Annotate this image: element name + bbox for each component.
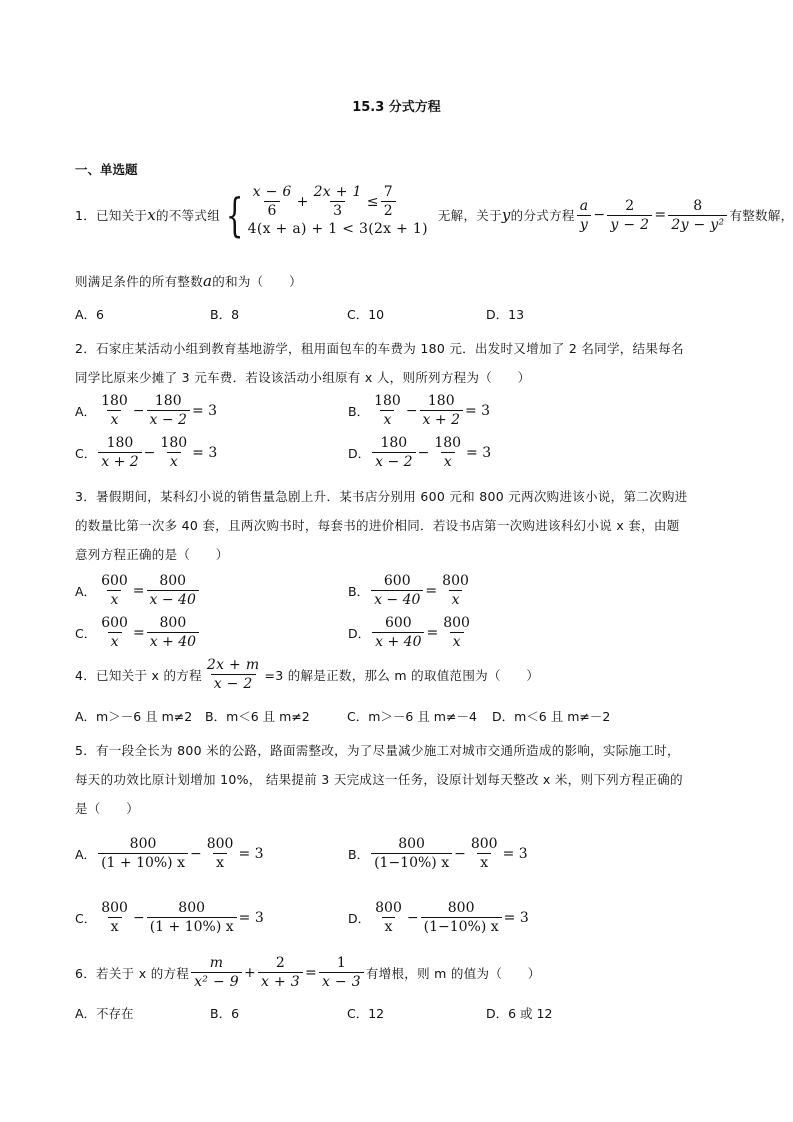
question-6-line-1: 6．若关于 x 的方程 $\frac{m}{\text{x² − 9}}$ + $\frac{2}{x + 3}$ = $\frac{1}{x - 3}$ 有增根，则 m 的值为（ ）: [75, 955, 541, 990]
inequality-system: [220, 184, 428, 242]
page-title: 15.3 分式方程: [352, 100, 441, 115]
q4-option-d[interactable]: D．m＜6 且 m≠－2: [492, 709, 611, 724]
q1-frac-b: $\frac{2}{y - 2}$: [607, 198, 652, 233]
question-5-line-2: 每天的功效比原计划增加 10%， 结果提前 3 天完成这一任务，设原计划每天整改 x 米，则下列方程正确的: [75, 772, 683, 787]
q5-option-b[interactable]: B． $\frac{800}{(1-10\%) x}$ − $\frac{800}{x}$ = 3: [348, 836, 528, 871]
q6-option-b[interactable]: B．6: [210, 1006, 240, 1021]
section-heading: 一、单选题: [75, 162, 138, 177]
q1-option-a[interactable]: A．6: [75, 307, 105, 322]
q1-option-b[interactable]: B．8: [210, 307, 240, 322]
q1-post-3: 有整数解，: [729, 208, 793, 223]
question-3-line-1: 3．暑假期间，某科幻小说的销售量急剧上升．某书店分别用 600 元和 800 元两次购进该小说，第二次购进: [75, 489, 688, 504]
q3-option-a[interactable]: A． $\frac{600}{x}$ = $\frac{800}{x - 40}$: [75, 573, 201, 608]
q2-option-c[interactable]: C． $\frac{180}{x + 2}$ − $\frac{180}{x}$ = 3: [75, 435, 218, 470]
brace-icon: {: [225, 188, 244, 242]
q3-option-c[interactable]: C． $\frac{600}{x}$ = $\frac{800}{x + 40}$: [75, 615, 201, 650]
question-4-line-1: 4．已知关于 x 的方程 $\frac{2x + m}{x - 2}$ =3 的解是正数，那么 m 的取值范围为（ ）: [75, 657, 540, 692]
q4-option-c[interactable]: C．m＞－6 且 m≠－4: [347, 709, 477, 724]
question-2-line-2: 同学比原来少摊了 3 元车费．若设该活动小组原有 x 人，则所列方程为（ ）: [75, 370, 531, 385]
q1-mid: 的不等式组: [156, 208, 221, 223]
question-2-line-1: 2．石家庄某活动小组到教育基地游学，租用面包车的车费为 180 元．出发时又增加了 2 名同学，结果每名: [75, 341, 684, 356]
q1-frac-a: $\frac{a}{y}$: [577, 198, 592, 233]
q4-option-a[interactable]: A．m＞－6 且 m≠2: [75, 709, 193, 724]
q6-option-d[interactable]: D．6 或 12: [486, 1006, 553, 1021]
q6-option-a[interactable]: A．不存在: [75, 1006, 134, 1021]
q2-option-a[interactable]: A． $\frac{180}{x}$ − $\frac{180}{x - 2}$ = 3: [75, 393, 218, 428]
question-3-line-3: 意列方程正确的是（ ）: [75, 547, 229, 562]
q1-post-2: 的分式方程: [510, 208, 575, 223]
q1-option-d[interactable]: D．13: [486, 307, 525, 322]
q5-option-d[interactable]: D． $\frac{800}{x}$ − $\frac{800}{(1-10\%) x}$ = 3: [348, 900, 529, 935]
q4-option-b[interactable]: B．m＜6 且 m≠2: [205, 709, 310, 724]
q5-option-a[interactable]: A． $\frac{800}{(1 + 10\%) x}$ − $\frac{800}{x}$ = 3: [75, 836, 264, 871]
q5-option-c[interactable]: C． $\frac{800}{x}$ − $\frac{800}{(1 + 10\%) x}$ = 3: [75, 900, 264, 935]
q1-var-y: y: [501, 206, 511, 224]
inequality-1: $\frac{x - 6}{6}$ + $\frac{2x + 1}{3}$ ≤ $\frac{7}{2}$: [248, 188, 428, 215]
q1-prefix: 1．已知关于: [75, 208, 148, 223]
question-3-line-2: 的数量比第一次多 40 套，且两次购书时，每套书的进价相同．若设书店第一次购进该科幻小说 x 套，由题: [75, 518, 680, 533]
question-1-line-1: 1．已知关于 x 的不等式组 { $\frac{x - 6}{6}$ + $\frac{2x + 1}{3}$ ≤ $\frac{7}{2}$ 4(x + a) + 1 < 3(2x + 1) 无解，关于 y 的分式方程 $\frac{a}{y}$ − $\frac{2}{y - 2}$ = $\frac{8}{\text{2y − y²}}$ 有整数解，: [75, 184, 793, 242]
question-5-line-1: 5．有一段全长为 800 米的公路，路面需整改，为了尽量减少施工对城市交通所造成的影响，实际施工时，: [75, 743, 680, 758]
question-5-line-3: 是（ ）: [75, 801, 140, 816]
q6-option-c[interactable]: C．12: [347, 1006, 385, 1021]
inequality-2: 4(x + a) + 1 < 3(2x + 1): [247, 220, 428, 237]
q2-option-b[interactable]: B． $\frac{180}{x}$ − $\frac{180}{x + 2}$ = 3: [348, 393, 491, 428]
q3-option-b[interactable]: B． $\frac{600}{x - 40}$ = $\frac{800}{x}$: [348, 573, 469, 608]
q1-var-x: x: [147, 206, 157, 224]
q1-frac-c: $\frac{8}{\text{2y − y²}}$: [668, 198, 727, 233]
question-1-line-2: 则满足条件的所有整数a的和为（ ）: [75, 272, 302, 290]
q1-option-c[interactable]: C．10: [347, 307, 385, 322]
q2-option-d[interactable]: D． $\frac{180}{x - 2}$ − $\frac{180}{x}$ = 3: [348, 435, 492, 470]
q3-option-d[interactable]: D． $\frac{600}{x + 40}$ = $\frac{800}{x}$: [348, 615, 470, 650]
q1-post-1: 无解，关于: [437, 208, 502, 223]
